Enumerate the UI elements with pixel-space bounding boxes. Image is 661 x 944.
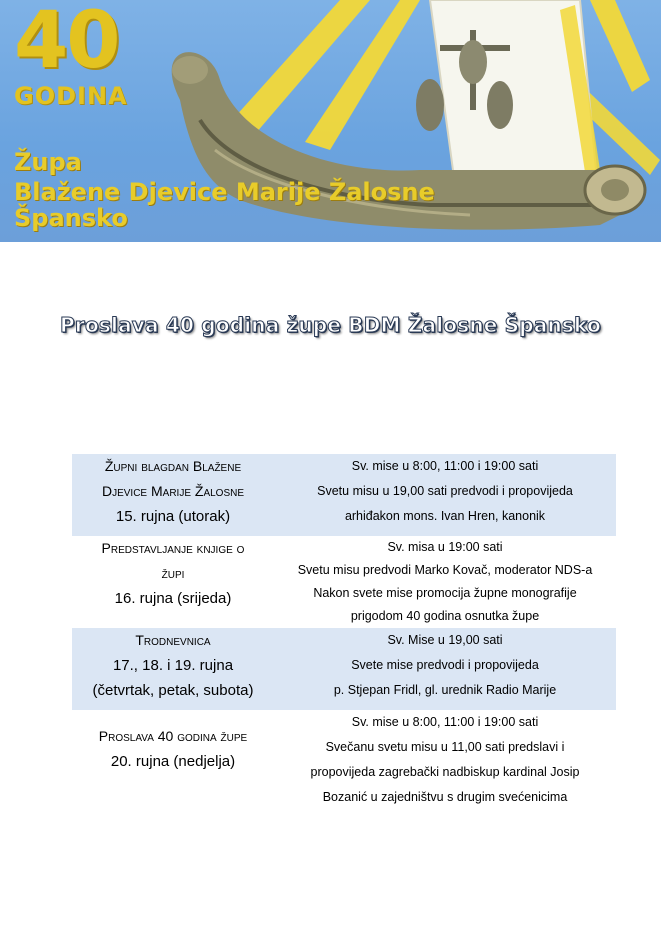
event-detail-line: prigodom 40 godina osnutka župe xyxy=(350,609,540,623)
event-detail-line: Bozanić u zajedništvu s drugim svećenicima xyxy=(322,790,568,804)
event-detail-line: Svetu misu u 19,00 sati predvodi i propovijeda xyxy=(317,484,573,498)
table-row xyxy=(72,454,616,536)
event-detail-line: Sv. Mise u 19,00 sati xyxy=(387,633,503,647)
event-name-line: Predstavljanje knjige o xyxy=(101,540,245,556)
banner-line-2: Blažene Djevice Marije Žalosne xyxy=(14,178,435,206)
banner-godina-label: GODINA xyxy=(14,82,128,110)
event-detail-line: Nakon svete mise promocija župne monografije xyxy=(313,586,577,600)
event-name-cell xyxy=(72,710,274,810)
banner-line-3: Špansko xyxy=(14,204,128,232)
event-detail-line: Sv. misa u 19:00 sati xyxy=(387,540,503,554)
event-name-line: Proslava 40 godina župe xyxy=(98,728,248,744)
event-detail-line: p. Stjepan Fridl, gl. urednik Radio Marije xyxy=(333,683,557,697)
event-detail-line: Svetu misu predvodi Marko Kovač, moderator NDS-a xyxy=(297,563,593,577)
event-date: 17., 18. i 19. rujna xyxy=(112,657,234,674)
header-banner xyxy=(0,0,661,242)
event-name-cell xyxy=(72,628,274,710)
banner-anniversary-number: 40 xyxy=(14,0,119,86)
event-name-line: Djevice Marije Žalosne xyxy=(101,483,245,499)
event-details-cell xyxy=(274,536,616,628)
event-detail-line: Svečanu svetu misu u 11,00 sati predslavi i xyxy=(325,740,565,754)
event-date: 16. rujna (srijeda) xyxy=(114,590,232,607)
event-detail-line: propovijeda zagrebački nadbiskup kardinal Josip xyxy=(310,765,580,779)
event-details-cell xyxy=(274,454,616,536)
event-name-cell xyxy=(72,454,274,536)
event-name-line: župi xyxy=(161,565,185,581)
table-row xyxy=(72,710,616,810)
event-name-line: Župni blagdan Blažene xyxy=(104,458,242,474)
event-date: (četvrtak, petak, subota) xyxy=(92,682,254,699)
table-row xyxy=(72,628,616,710)
page-title: Proslava 40 godina župe BDM Žalosne Špansko xyxy=(60,313,601,337)
table-row xyxy=(72,536,616,628)
event-name-line: Trodnevnica xyxy=(135,632,211,648)
event-date: 20. rujna (nedjelja) xyxy=(110,753,236,770)
event-schedule-table xyxy=(72,454,616,810)
event-detail-line: Svete mise predvodi i propovijeda xyxy=(351,658,539,672)
event-date: 15. rujna (utorak) xyxy=(115,508,231,525)
event-detail-line: Sv. mise u 8:00, 11:00 i 19:00 sati xyxy=(351,459,539,473)
event-name-cell xyxy=(72,536,274,628)
event-detail-line: arhiđakon mons. Ivan Hren, kanonik xyxy=(344,509,546,523)
event-details-cell xyxy=(274,710,616,810)
event-detail-line: Sv. mise u 8:00, 11:00 i 19:00 sati xyxy=(351,715,539,729)
banner-line-1: Župa xyxy=(14,148,82,176)
event-details-cell xyxy=(274,628,616,710)
